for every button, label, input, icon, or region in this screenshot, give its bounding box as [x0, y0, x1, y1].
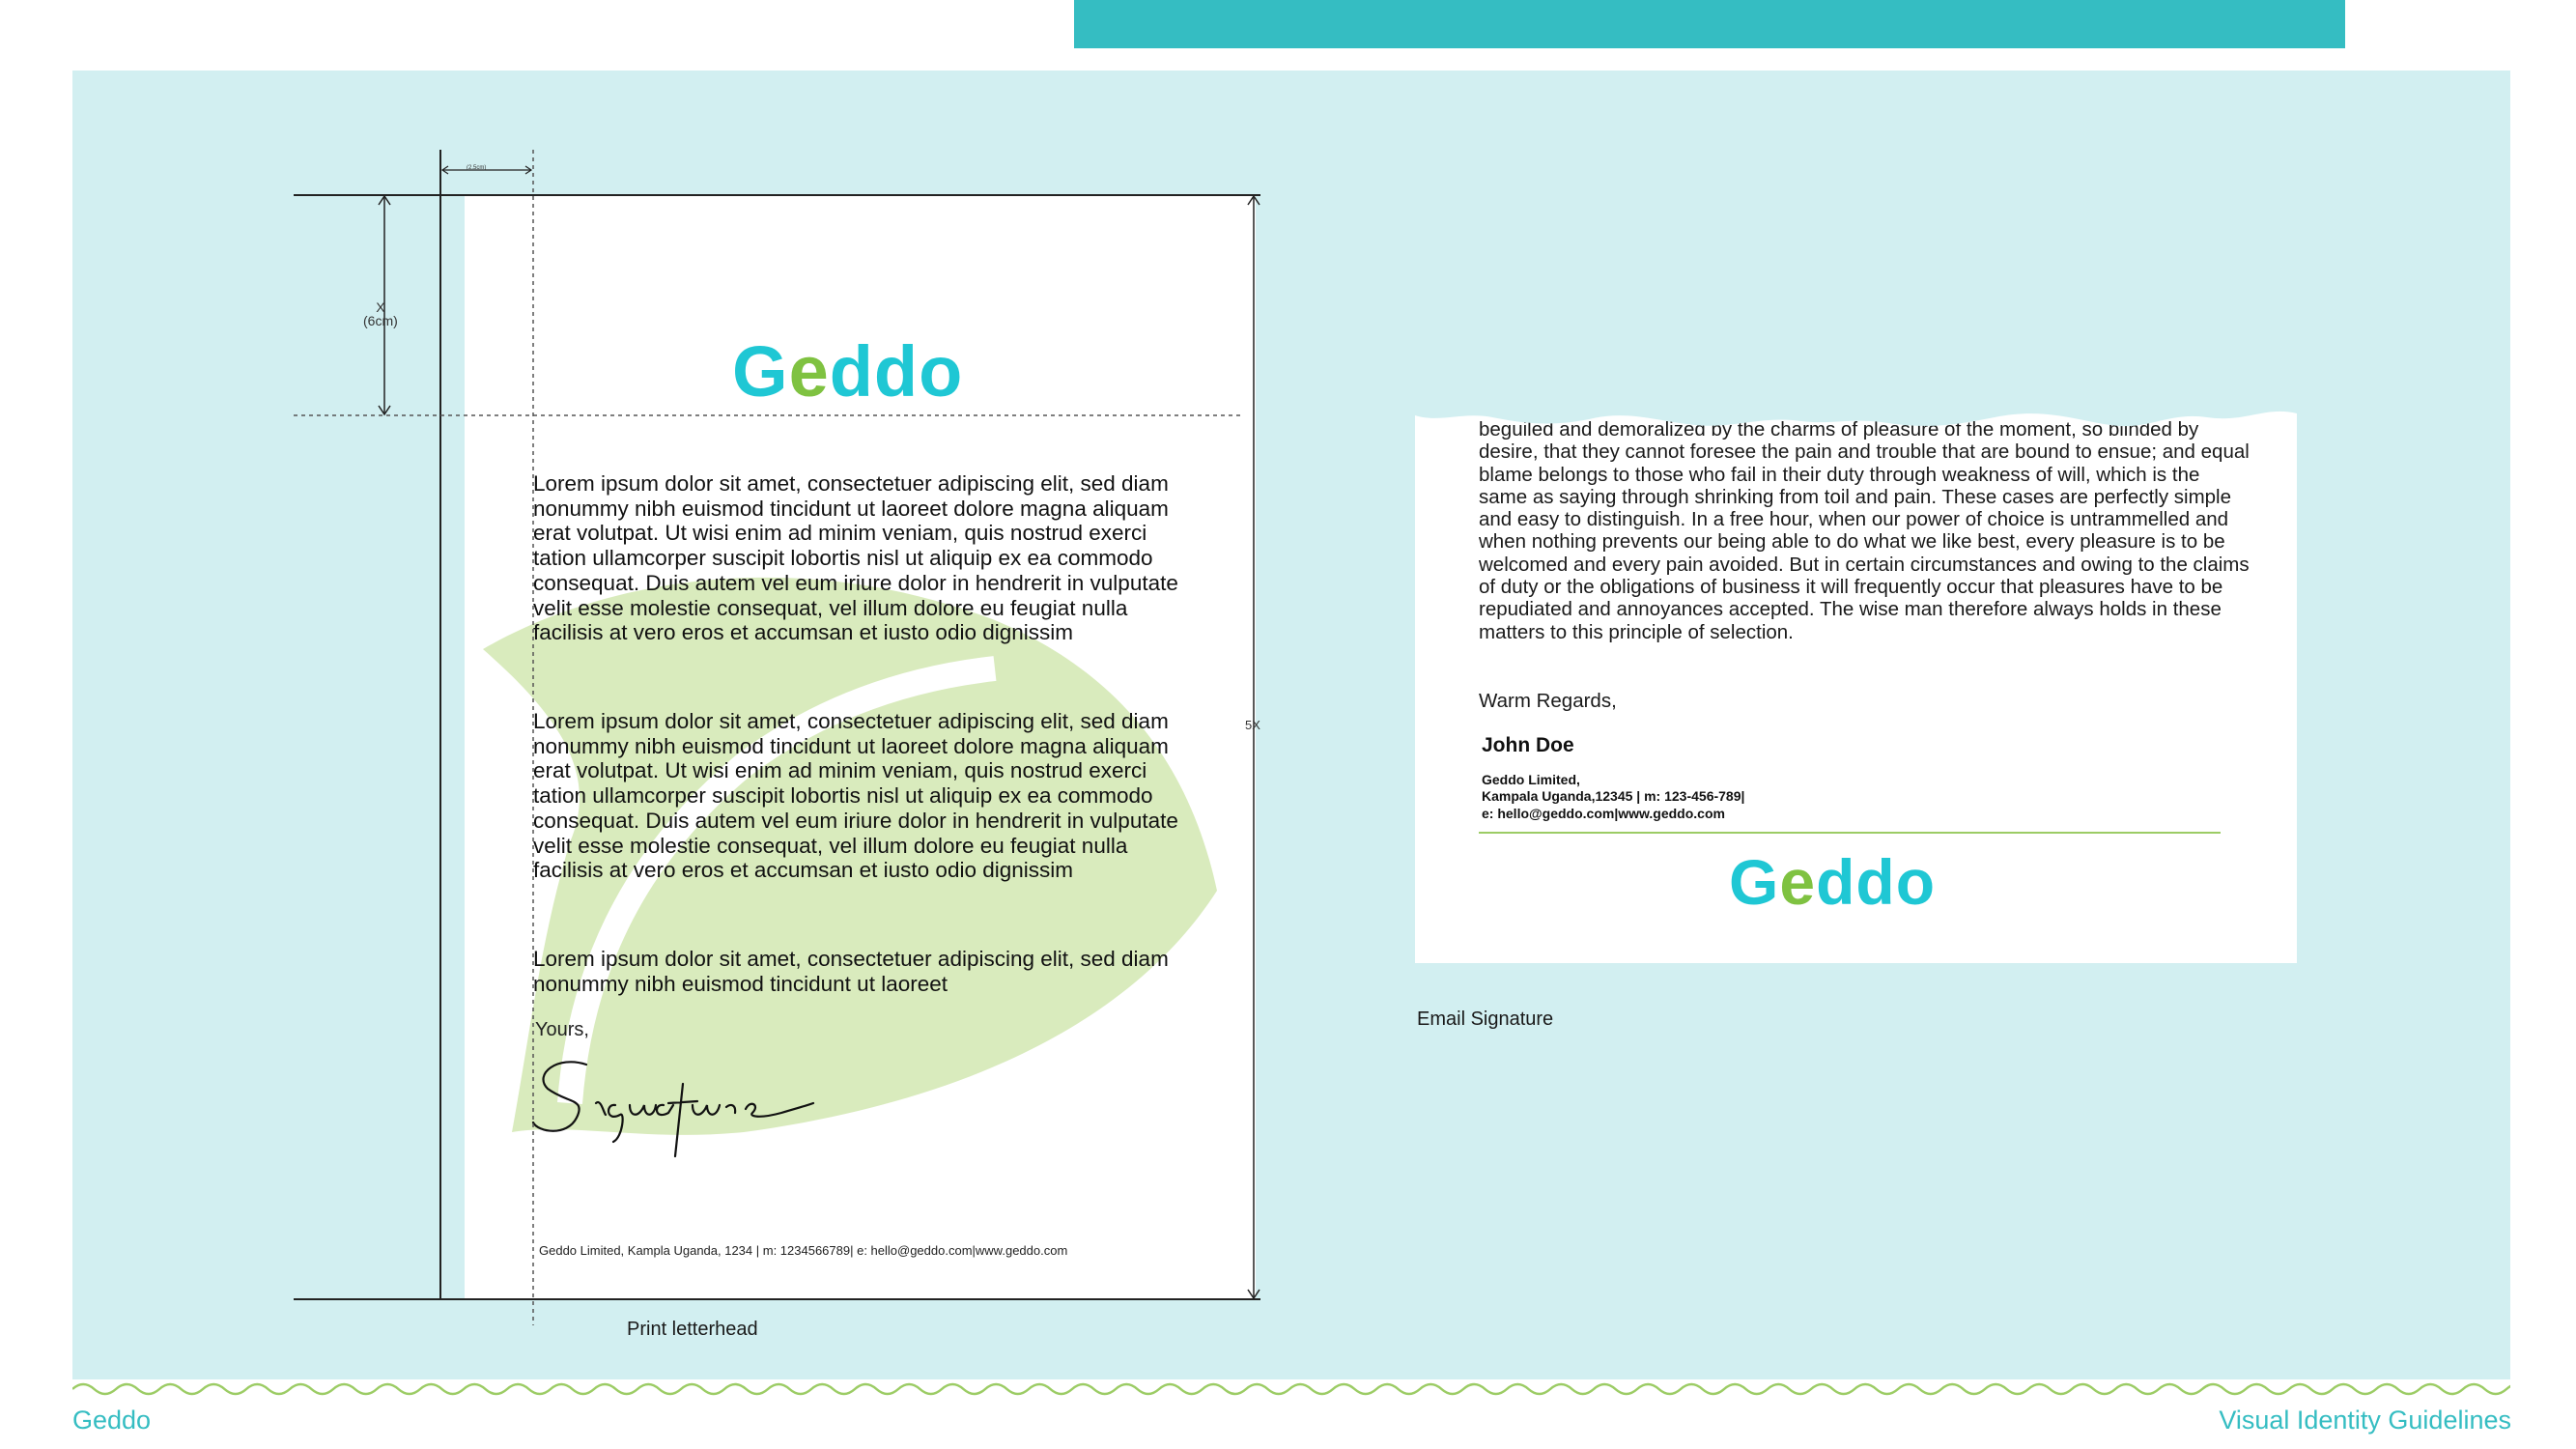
top-accent-bar	[1074, 0, 2345, 48]
footer-brand: Geddo	[72, 1406, 152, 1435]
signature-company: Geddo Limited,	[1482, 772, 1580, 787]
signature-divider	[1479, 832, 2221, 834]
email-logo: Geddo	[1729, 846, 1937, 918]
margin-measure-label: (2.5cm)	[467, 165, 487, 171]
letterhead-logo: Geddo	[732, 331, 964, 412]
handwritten-signature	[528, 1045, 818, 1161]
signature-name: John Doe	[1482, 734, 1574, 756]
email-body-text: beguiled and demoralized by the charms of pleasure of the moment, so blinded by desire, that they cannot foresee the pain and trouble that are bound to ensue; and equal blame belongs to those who fail in their duty through weakness of will, which is the same as saying through shrinking from toil and pain. These cases are perfectly simple and easy to distinguish. In a free hour, when our power of choice is untrammelled and when nothing prevents our being able to do what we like best, every pleasure is to be welcomed and every pain avoided. But in certain circumstances and owing to the claims of duty or the obligations of business it will frequently occur that pleasures have to be repudiated and annoyances accepted. The wise man therefore always holds in these matters to this principle of selection.	[1479, 418, 2250, 643]
print-letterhead-caption: Print letterhead	[627, 1319, 758, 1340]
letterhead-closing: Yours,	[535, 1019, 589, 1040]
signature-address: Kampala Uganda,12345 | m: 123-456-789|	[1482, 788, 1745, 804]
email-signature-caption: Email Signature	[1417, 1009, 1554, 1030]
letterhead-paragraph-1: Lorem ipsum dolor sit amet, consectetuer adipiscing elit, sed diam nonummy nibh euismod tincidunt ut laoreet dolore magna aliquam erat volutpat. Ut wisi enim ad minim veniam, quis nostrud exerci tation ullamcorper suscipit lobortis nisl ut aliquip ex ea commodo consequat. Duis autem vel eum iriure dolor in hendrerit in vulputate velit esse molestie consequat, vel illum dolore eu feugiat nulla facilisis at vero eros et accumsan et iusto odio dignissim	[533, 471, 1178, 645]
signature-contact: e: hello@geddo.com|www.geddo.com	[1482, 806, 1725, 821]
x-measure-label: X (6cm)	[363, 299, 398, 328]
footer-document-title: Visual Identity Guidelines	[2219, 1406, 2511, 1435]
letterhead-paragraph-2: Lorem ipsum dolor sit amet, consectetuer adipiscing elit, sed diam nonummy nibh euismod tincidunt ut laoreet dolore magna aliquam erat volutpat. Ut wisi enim ad minim veniam, quis nostrud exerci tation ullamcorper suscipit lobortis nisl ut aliquip ex ea commodo consequat. Duis autem vel eum iriure dolor in hendrerit in vulputate velit esse molestie consequat, vel illum dolore eu feugiat nulla facilisis at vero eros et accumsan et iusto odio dignissim	[533, 709, 1178, 883]
letterhead-paragraph-3: Lorem ipsum dolor sit amet, consectetuer adipiscing elit, sed diam nonummy nibh euismod tincidunt ut laoreet	[533, 947, 1169, 996]
letterhead-footer-contact: Geddo Limited, Kampla Uganda, 1234 | m: 1234566789| e: hello@geddo.com|www.geddo.com	[539, 1243, 1068, 1258]
5x-measure-label: 5X	[1245, 718, 1260, 732]
wave-divider	[72, 1379, 2510, 1408]
email-closing: Warm Regards,	[1479, 690, 1617, 712]
torn-edge-mask	[1415, 396, 2297, 439]
print-letterhead	[439, 195, 1256, 1299]
